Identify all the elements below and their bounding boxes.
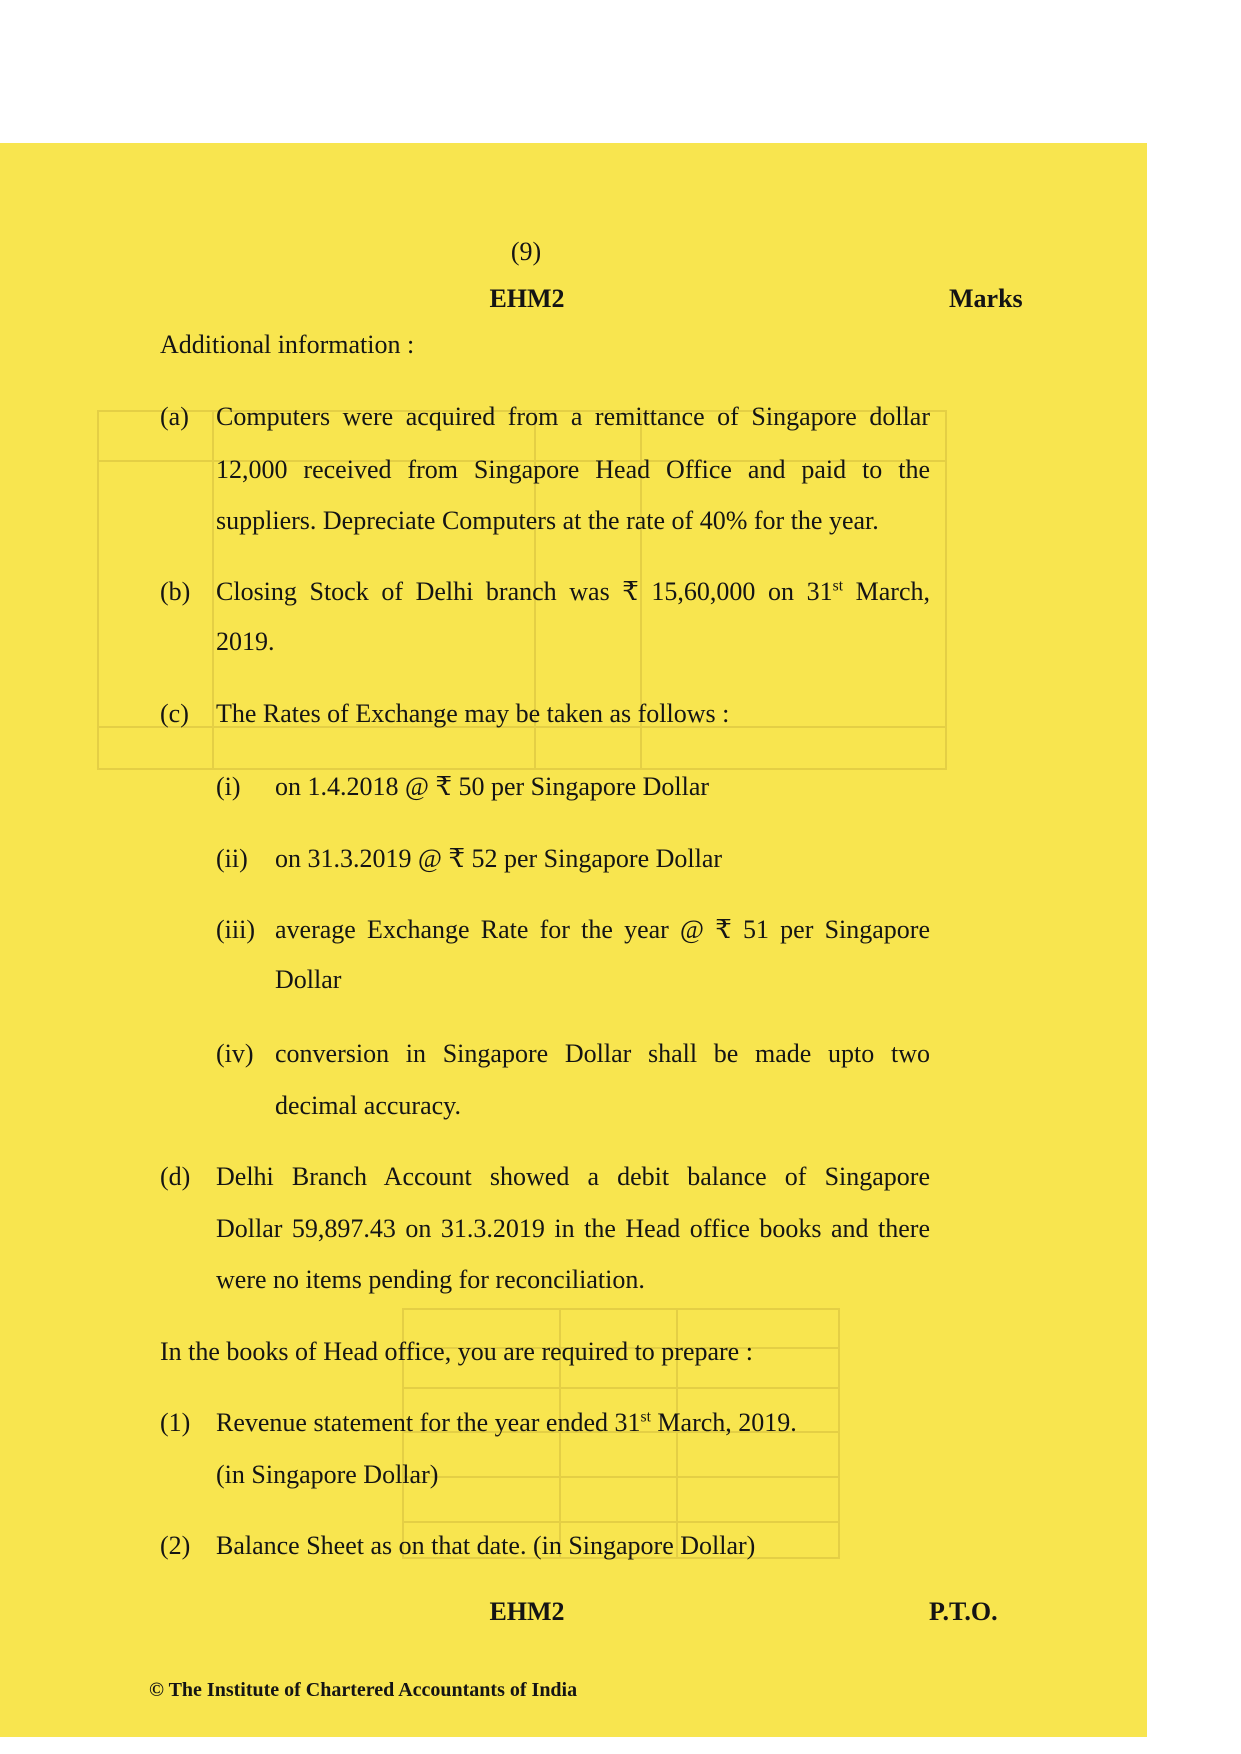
item-b-label: (b) [160, 577, 191, 606]
paper-code-header: EHM2 [489, 284, 565, 313]
item-c-text: The Rates of Exchange may be taken as follows : [216, 699, 730, 728]
rate-iv-line-2: decimal accuracy. [275, 1091, 461, 1120]
item-a-label: (a) [160, 402, 189, 431]
rate-iv-line-1: conversion in Singapore Dollar shall be made upto two [275, 1039, 930, 1068]
additional-information-heading: Additional information : [160, 330, 415, 359]
item-a-line-1: Computers were acquired from a remittance of Singapore dollar [216, 402, 930, 431]
rate-i-label: (i) [216, 772, 241, 801]
task-1-line-1 [216, 1408, 930, 1438]
item-d-line-3: were no items pending for reconciliation. [216, 1265, 645, 1294]
task-1-label: (1) [160, 1408, 191, 1437]
item-d-label: (d) [160, 1162, 191, 1191]
item-b-line-1-text: Closing Stock of Delhi branch was ₹ 15,60,000 on 31 [216, 577, 833, 606]
task-1-ordinal-suffix: st [640, 1408, 651, 1426]
marks-label: Marks [949, 284, 1023, 313]
requirement-heading: In the books of Head office, you are required to prepare : [160, 1337, 753, 1366]
rate-iii-line-1: average Exchange Rate for the year @ ₹ 51 per Singapore [275, 915, 930, 944]
rate-ii-text: on 31.3.2019 @ ₹ 52 per Singapore Dollar [275, 844, 723, 873]
task-2-line-1: Balance Sheet as on that date. (in Singapore Dollar) [216, 1531, 756, 1560]
task-1-line-1-end: March, 2019. [650, 1408, 797, 1437]
rate-i-text: on 1.4.2018 @ ₹ 50 per Singapore Dollar [275, 772, 710, 801]
item-b-ordinal-suffix: st [832, 577, 844, 595]
item-d-line-1: Delhi Branch Account showed a debit balance of Singapore [216, 1162, 930, 1191]
item-d-line-2: Dollar 59,897.43 on 31.3.2019 in the Head office books and there [216, 1214, 930, 1243]
copyright-notice: © The Institute of Chartered Accountants of India [149, 1679, 578, 1701]
item-b-line-2: 2019. [216, 627, 275, 656]
task-1-line-1-text: Revenue statement for the year ended 31 [216, 1408, 641, 1437]
rate-iii-line-2: Dollar [275, 965, 342, 994]
task-2-label: (2) [160, 1531, 191, 1560]
item-a-line-2: 12,000 received from Singapore Head Office and paid to the [216, 455, 930, 484]
item-b-line-1-end: March, [843, 577, 930, 606]
rate-iii-label: (iii) [216, 915, 255, 944]
page-number: (9) [510, 237, 542, 266]
task-1-line-2: (in Singapore Dollar) [216, 1460, 439, 1489]
please-turn-over: P.T.O. [929, 1597, 998, 1626]
paper-code-footer: EHM2 [489, 1597, 565, 1626]
rate-ii-label: (ii) [216, 844, 248, 873]
item-b-line-1 [216, 577, 930, 607]
rate-iv-label: (iv) [216, 1039, 254, 1068]
item-a-line-3: suppliers. Depreciate Computers at the rate of 40% for the year. [216, 506, 879, 535]
item-c-label: (c) [160, 699, 189, 728]
